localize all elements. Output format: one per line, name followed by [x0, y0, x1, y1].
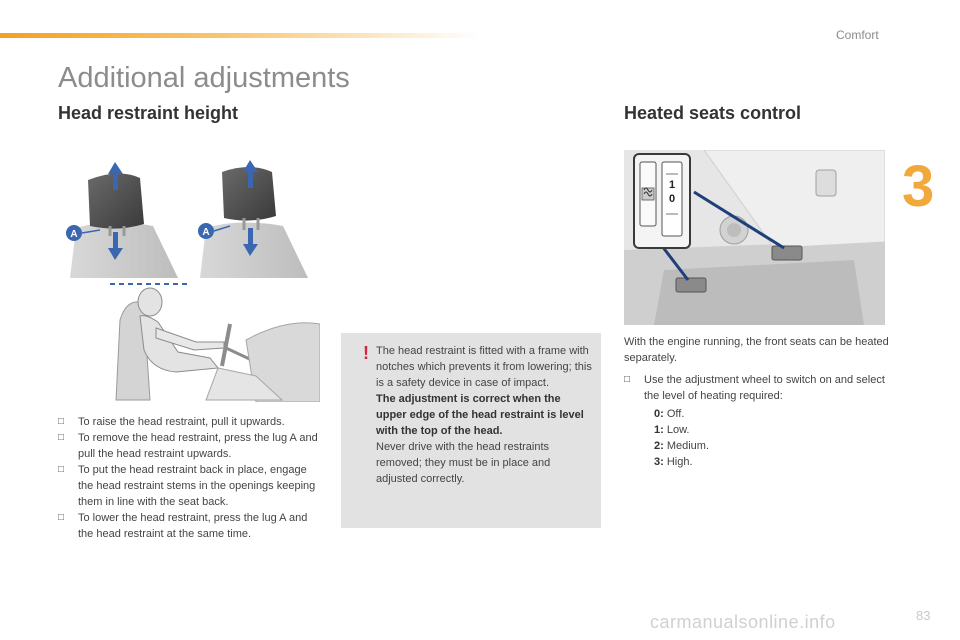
heating-level-row: 2: Medium.: [654, 440, 710, 452]
heating-level-row: 0: Off.: [654, 408, 685, 420]
page-number: 83: [916, 608, 931, 623]
warning-box: [341, 333, 601, 528]
head-restraint-illustration: [58, 160, 318, 280]
heated-seats-instructions: [624, 372, 889, 470]
list-item: □ To remove the head restraint, press the lug A and pull the head restraint upwards.: [58, 432, 318, 460]
lug-a-label-left: A: [70, 229, 78, 240]
checkbox-bullet-icon: □: [58, 432, 65, 443]
chapter-number: 3: [902, 154, 935, 219]
head-restraint-heading: Head restraint height: [58, 103, 239, 123]
section-label: Comfort: [836, 28, 879, 42]
warning-text-2: Never drive with the head restraints removed; they must be in place and adjusted correctly.: [376, 441, 551, 485]
checkbox-bullet-icon: □: [58, 464, 65, 475]
warning-text: [376, 343, 592, 487]
page-title: Additional adjustments: [58, 62, 350, 94]
heated-seats-heading: Heated seats control: [624, 103, 802, 123]
watermark: carmanualsonline.info: [650, 612, 836, 632]
checkbox-bullet-icon: □: [58, 416, 65, 427]
checkbox-bullet-icon: □: [58, 512, 65, 523]
wheel-mark-0: 0: [668, 193, 676, 205]
warning-icon: !: [363, 343, 369, 363]
list-item: □ To put the head restraint back in place, engage the head restraint stems in the openings keeping them in line with the seat back.: [58, 464, 316, 508]
driver-position-illustration: [106, 280, 320, 402]
heating-levels: [644, 406, 889, 470]
heated-seats-control-illustration: [624, 150, 885, 325]
warning-text-bold: The adjustment is correct when the upper edge of the head restraint is level with the top of the head.: [376, 393, 584, 437]
heating-level-row: 3: High.: [654, 456, 693, 468]
list-item: □ Use the adjustment wheel to switch on and select the level of heating required: 0: Off. 1: Low. 2: Medium. 3: High.: [624, 372, 889, 470]
header-accent-bar: [0, 33, 480, 38]
lug-a-label-right: A: [202, 227, 210, 238]
heating-level-row: 1: Low.: [654, 424, 690, 436]
list-item: □ To raise the head restraint, pull it upwards.: [58, 416, 285, 428]
wheel-mark-1: 1: [668, 179, 676, 191]
list-item: □ To lower the head restraint, press the lug A and the head restraint at the same time.: [58, 512, 308, 540]
checkbox-bullet-icon: □: [624, 374, 631, 385]
warning-text-1: The head restraint is fitted with a frame with notches which prevents it from lowering; this is a safety device in case of impact.: [376, 345, 592, 389]
head-restraint-instructions: [58, 414, 322, 542]
heated-seats-intro: With the engine running, the front seats can be heated separately.: [624, 336, 889, 364]
